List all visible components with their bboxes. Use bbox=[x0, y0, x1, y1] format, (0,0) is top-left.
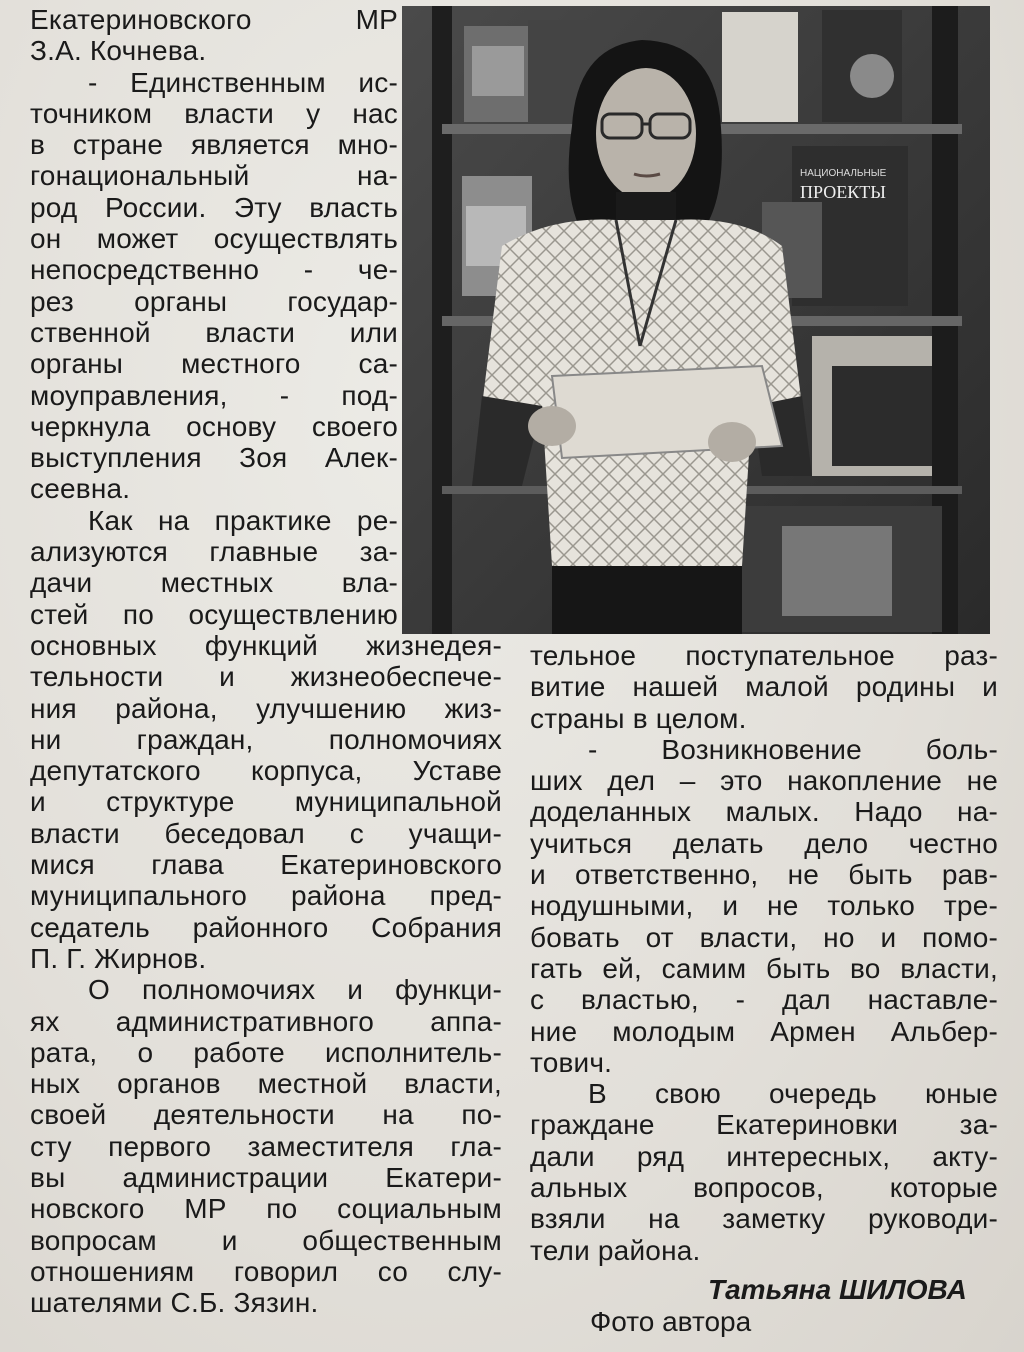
article-line: рата, о работе исполнитель- bbox=[30, 1036, 502, 1068]
article-line: сту первого заместителя гла- bbox=[30, 1130, 502, 1162]
article-line: В свою очередь юные bbox=[588, 1078, 998, 1110]
article-line: взяли на заметку руководи- bbox=[530, 1203, 998, 1235]
article-line: тели района. bbox=[530, 1234, 701, 1266]
article-line: П. Г. Жирнов. bbox=[30, 942, 207, 974]
article-line: альных вопросов, которые bbox=[530, 1172, 998, 1204]
article-line: ние молодым Армен Альбер- bbox=[530, 1015, 998, 1047]
article-line: рез органы государ- bbox=[30, 285, 398, 317]
article-line: стей по осуществлению bbox=[30, 598, 398, 630]
article-line: З.А. Кочнева. bbox=[30, 35, 207, 67]
article-line: тельное поступательное раз- bbox=[530, 640, 998, 671]
article-line: - Возникновение боль- bbox=[588, 733, 998, 765]
article-line: страны в целом. bbox=[530, 702, 747, 734]
article-line: род России. Эту власть bbox=[30, 191, 398, 223]
article-line: седатель районного Собрания bbox=[30, 911, 502, 943]
article-line: моуправления, - под- bbox=[30, 379, 398, 411]
article-line: бовать от власти, но и помо- bbox=[530, 921, 998, 953]
article-line: ях административного аппа- bbox=[30, 1005, 502, 1037]
article-line: гонациональный на- bbox=[30, 160, 398, 192]
article-line: в стране является мно- bbox=[30, 129, 398, 161]
article-line: мися глава Екатериновского bbox=[30, 849, 502, 881]
article-line: и ответственно, не быть рав- bbox=[530, 859, 998, 891]
article-line: сеевна. bbox=[30, 473, 131, 505]
article-line: дали ряд интересных, акту- bbox=[530, 1140, 998, 1172]
article-left-column bbox=[30, 4, 502, 1318]
article-line: точником власти у нас bbox=[30, 97, 398, 129]
article-line: витие нашей малой родины и bbox=[530, 671, 998, 703]
article-line: и структуре муниципальной bbox=[30, 786, 502, 818]
article-line: ализуются главные за- bbox=[30, 536, 398, 568]
article-line: тович. bbox=[530, 1046, 613, 1078]
article-line: тельности и жизнеобеспече- bbox=[30, 661, 502, 693]
article-line: новского МР по социальным bbox=[30, 1193, 502, 1225]
article-line: шателями С.Б. Зязин. bbox=[30, 1287, 319, 1319]
article-line: - Единственным ис- bbox=[88, 66, 398, 98]
article-line: основных функций жизнедея- bbox=[30, 629, 502, 661]
author-byline: Татьяна ШИЛОВА bbox=[708, 1274, 967, 1305]
article-right-column bbox=[530, 640, 998, 1266]
article-line: доделанных малых. Надо на- bbox=[530, 796, 998, 828]
article-line: учиться делать дело честно bbox=[530, 827, 998, 859]
article-line: Как на практике ре- bbox=[88, 504, 398, 536]
article-line: ных органов местной власти, bbox=[30, 1068, 502, 1100]
photo-credit: Фото автора bbox=[590, 1306, 752, 1337]
article-line: своей деятельности на по- bbox=[30, 1099, 502, 1131]
book-title-text: НАЦИОНАЛЬНЫЕ bbox=[800, 168, 887, 179]
article-line: граждане Екатериновки за- bbox=[530, 1109, 998, 1141]
article-line: ни граждан, полномочиях bbox=[30, 723, 502, 755]
article-line: власти беседовал с учащи- bbox=[30, 817, 502, 849]
article-line: О полномочиях и функци- bbox=[88, 974, 502, 1006]
article-line: вы администрации Екатери- bbox=[30, 1161, 502, 1193]
article-line: выступления Зоя Алек- bbox=[30, 442, 398, 474]
article-line: дачи местных вла- bbox=[30, 567, 398, 599]
article-line: ших дел – это накопление не bbox=[530, 765, 998, 797]
article-line: ственной власти или bbox=[30, 316, 398, 348]
article-line: Екатериновского МР bbox=[30, 4, 398, 35]
article-line: он может осуществлять bbox=[30, 223, 398, 255]
article-line: депутатского корпуса, Уставе bbox=[30, 755, 502, 787]
article-line: отношениям говорил со слу- bbox=[30, 1255, 502, 1287]
article-line: нодушными, и не только тре- bbox=[530, 890, 998, 922]
article-line: с властью, - дал наставле- bbox=[530, 984, 998, 1016]
book-title-text: ПРОЕКТЫ bbox=[800, 182, 886, 202]
article-line: черкнула основу своего bbox=[30, 410, 398, 442]
article-line: органы местного са- bbox=[30, 348, 398, 380]
article-line: непосредственно - че- bbox=[30, 254, 398, 286]
article-line: муниципального района пред- bbox=[30, 880, 502, 912]
article-line: вопросам и общественным bbox=[30, 1224, 502, 1256]
article-line: гать ей, самим быть во власти, bbox=[530, 952, 998, 984]
article-line: ния района, улучшению жиз- bbox=[30, 692, 502, 724]
